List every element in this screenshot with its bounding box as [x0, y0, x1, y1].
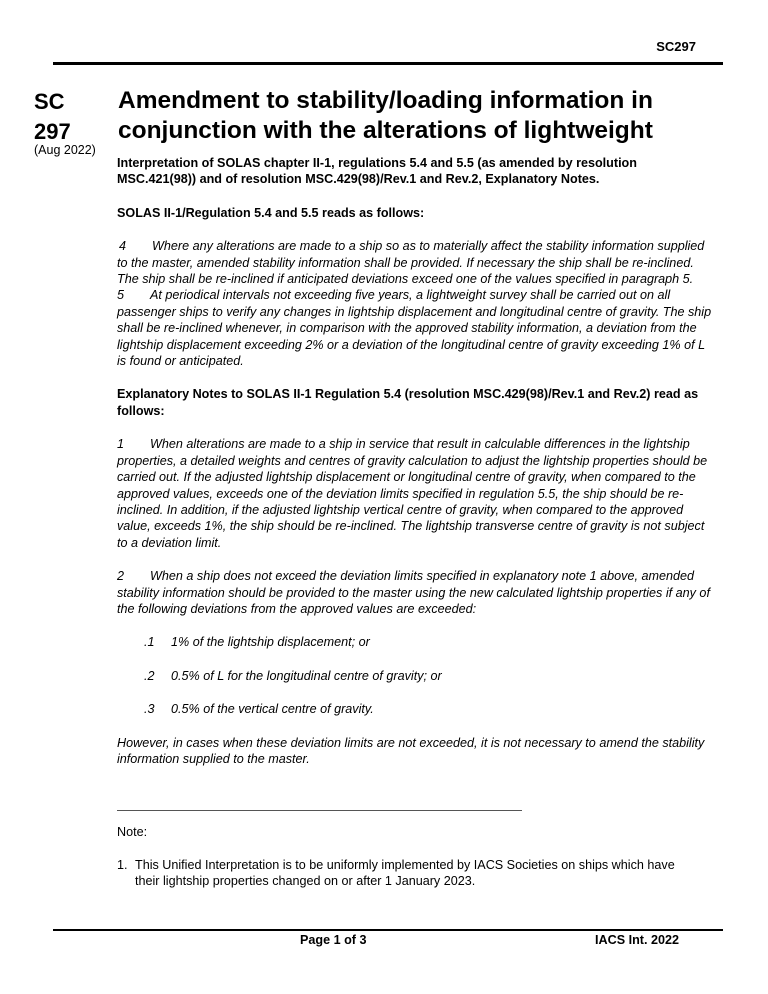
note-1-text: When alterations are made to a ship in service that result in calculable differences in the lightship properties, a detailed weights and centres of gravity calculation to adjust the lightship properties should be carried out. If the adjusted lightship displacement or longitudinal centre of gravity, when compared to the approved values, exceeds one of the deviation limits specified in regulation 5.5, the ship should be re-inclined. In addition, if the adjusted lightship vertical centre of gravity, when compared to the approved value, exceeds 1%, the ship should be re-inclined. The lightship transverse centre of gravity is not subject to a deviation limit. — [117, 437, 708, 550]
footnote-label: Note: — [117, 825, 148, 839]
document-body — [117, 155, 717, 767]
note-2-number: 2 — [117, 569, 125, 584]
footnote-number: 1. — [117, 858, 128, 872]
footnote-divider — [117, 810, 522, 811]
interpretation-heading: Interpretation of SOLAS chapter II-1, regulations 5.4 and 5.5 (as amended by resolution MSC.421(98)) and of resolution MSC.429(98)/Rev.1 and Rev.2, Explanatory Notes. — [117, 156, 637, 187]
header-rule — [53, 62, 723, 65]
regulation-4 — [117, 238, 717, 287]
note-2 — [117, 568, 717, 617]
regulation-4-text: Where any alterations are made to a ship so as to materially affect the stability information supplied to the master, amended stability information shall be provided. If necessary the ship shall be re-inclined. The ship shall be re-inclined if anticipated deviations exceed one of the values specified in paragraph 5. — [117, 239, 705, 287]
footer-reference: IACS Int. 2022 — [595, 933, 679, 947]
list-item-text: 0.5% of L for the longitudinal centre of gravity; or — [171, 668, 442, 683]
note-1 — [117, 436, 717, 551]
regulation-5-number: 5 — [117, 288, 125, 303]
footnote — [117, 857, 677, 890]
regulation-5 — [117, 287, 717, 369]
list-item-text: 1% of the lightship displacement; or — [171, 635, 370, 650]
note-2-text: When a ship does not exceed the deviation limits specified in explanatory note 1 above, amended stability information should be provided to the master using the new calculated lightship properties if any of the following deviations from the approved values are exceeded: — [117, 569, 710, 616]
footer-rule — [53, 929, 723, 931]
sc-prefix: SC — [34, 89, 65, 114]
regulation-4-number: 4 — [119, 239, 127, 254]
list-item-number: .3 — [144, 702, 155, 717]
list-item-number: .2 — [144, 668, 155, 683]
list-item — [144, 668, 717, 684]
list-item-number: .1 — [144, 635, 155, 650]
document-title: Amendment to stability/loading information in conjunction with the alterations of lightweight — [118, 87, 653, 144]
regulation-5-text: At periodical intervals not exceeding five years, a lightweight survey shall be carried out on all passenger ships to verify any changes in lightship displacement and longitudinal centre of gravity. The ship shall be re-inclined whenever, in comparison with the approved stability information, a deviation from the lightship displacement exceeding 2% or a deviation of the longitudinal centre of gravity exceeding 1% of L is found or anticipated. — [117, 288, 712, 369]
note-1-number: 1 — [117, 437, 125, 452]
solas-heading: SOLAS II-1/Regulation 5.4 and 5.5 reads as follows: — [117, 205, 425, 220]
sc-label — [34, 87, 71, 147]
footnote-text: This Unified Interpretation is to be uniformly implemented by IACS Societies on ships which have their lightship properties changed on or after 1 January 2023. — [135, 858, 675, 889]
list-item — [144, 701, 717, 717]
header-code: SC297 — [656, 39, 696, 54]
explanatory-notes-heading: Explanatory Notes to SOLAS II-1 Regulation 5.4 (resolution MSC.429(98)/Rev.1 and Rev.2) read as follows: — [117, 387, 699, 418]
closing-paragraph: However, in cases when these deviation limits are not exceeded, it is not necessary to amend the stability information supplied to the master. — [117, 735, 705, 766]
sc-date: (Aug 2022) — [34, 143, 96, 157]
list-item — [144, 634, 717, 650]
sc-number: 297 — [34, 119, 71, 144]
page-number: Page 1 of 3 — [300, 933, 367, 947]
list-item-text: 0.5% of the vertical centre of gravity. — [171, 702, 374, 717]
